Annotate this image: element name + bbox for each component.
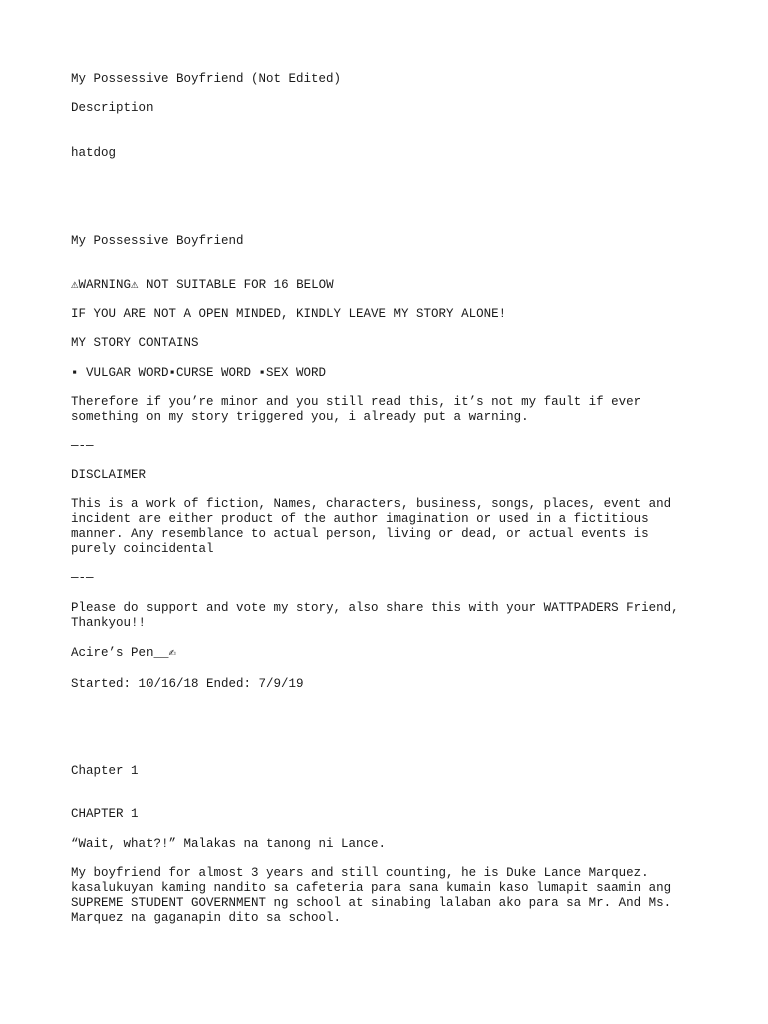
open-minded-notice: IF YOU ARE NOT A OPEN MINDED, KINDLY LEAVE MY STORY ALONE! [71,307,507,321]
document-title: My Possessive Boyfriend (Not Edited) [71,72,342,86]
contains-heading: MY STORY CONTAINS [71,336,199,350]
disclaimer-heading: DISCLAIMER [71,468,147,482]
description-heading: Description [71,101,154,115]
description-text: hatdog [71,146,117,160]
author-signature: Acire’s Pen__✍ [71,646,177,660]
dialogue-line: “Wait, what?!” Malakas na tanong ni Lance. [71,837,387,851]
chapter-label: Chapter 1 [71,764,139,778]
contains-list: ▪ VULGAR WORD▪CURSE WORD ▪SEX WORD [71,366,327,380]
separator: —-— [71,439,94,453]
disclaimer-text: This is a work of fiction, Names, characters, business, songs, places, event and incident are either product of the author imagination or used in a fictitious manner. Any resemblance to actual person, living or dead, or actual events is purely coincidental [71,497,679,556]
separator: —-— [71,571,94,585]
story-paragraph: My boyfriend for almost 3 years and still counting, he is Duke Lance Marquez. kasalukuyan kaming nandito sa cafeteria para sana kumain kaso lumapit saamin ang SUPREME STUDENT GOVERNMENT ng school at sinabing lalaban ako para sa Mr. And Ms. Marquez na gaganapin dito sa school. [71,866,679,925]
support-text: Please do support and vote my story, also share this with your WATTPADERS Friend, Thankyou!! [71,601,687,630]
part-title: My Possessive Boyfriend [71,234,244,248]
minor-notice: Therefore if you’re minor and you still read this, it’s not my fault if ever something on my story triggered you, i already put a warning. [71,395,649,424]
warning-text: ⚠WARNING⚠ NOT SUITABLE FOR 16 BELOW [71,278,334,292]
chapter-heading: CHAPTER 1 [71,807,139,821]
story-dates: Started: 10/16/18 Ended: 7/9/19 [71,677,304,691]
